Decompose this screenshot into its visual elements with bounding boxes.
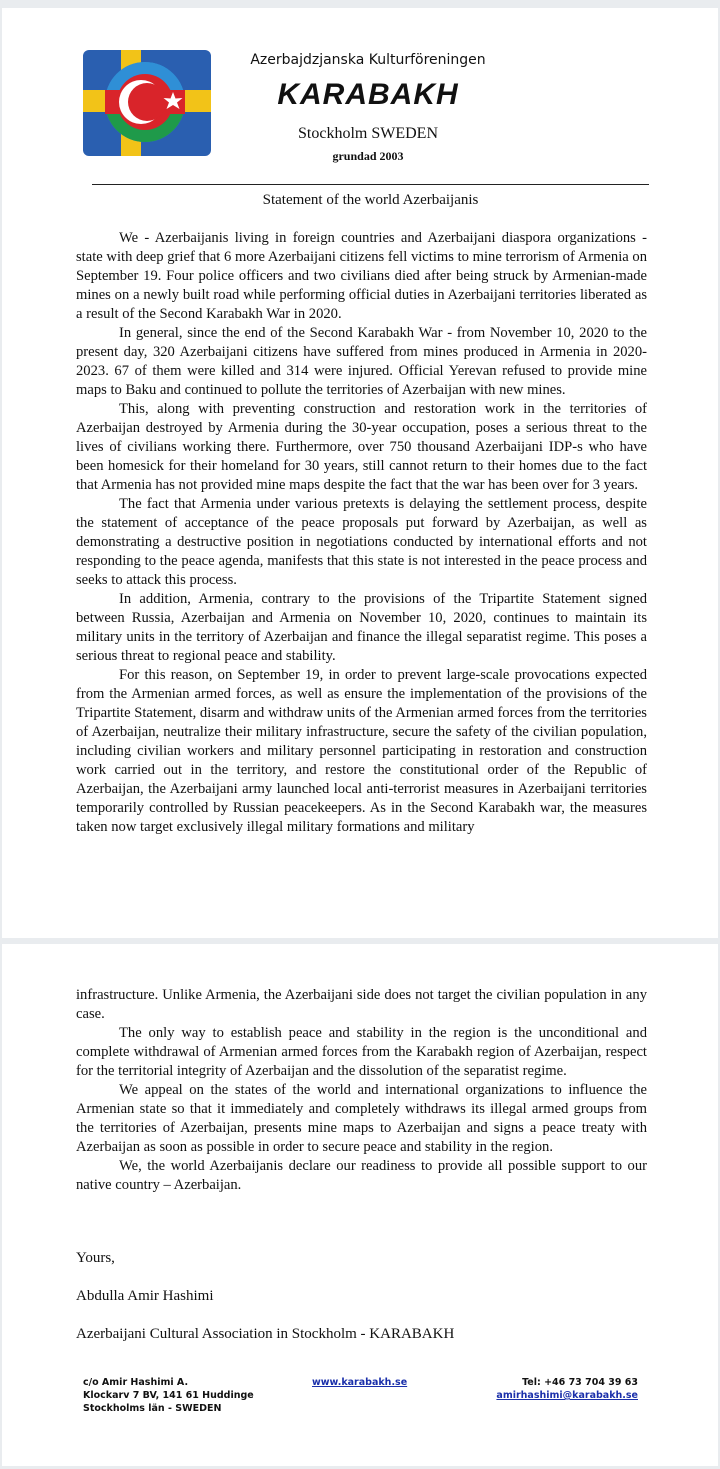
address-line: c/o Amir Hashimi A. [83, 1377, 189, 1388]
header-divider [92, 184, 649, 185]
closing-salutation: Yours, [76, 1250, 115, 1266]
footer-contact [496, 1376, 638, 1402]
paragraph: This, along with preventing construction and restoration work in the territories of Azerbaijan destroyed by Armenia during the 30-year occupation, poses a serious threat to the lives of civilians working there. Furthermore, over 750 thousand Azerbaijani IDP-s who have been homesick for their homeland for 30 years, still cannot return to their homes due to the fact that Armenia has not provided mine maps despite the fact that the war has been over for 3 years. [76, 401, 647, 493]
paragraph: We - Azerbaijanis living in foreign countries and Azerbaijani diaspora organizations - state with deep grief that 6 more Azerbaijani citizens fell victims to mine terrorism of Armenia on September 19. Four police officers and two civilians died after being struck by Armenian-made mines on a newly built road while performing official duties in Azerbaijani territories liberated as a result of the Second Karabakh War in 2020. [76, 230, 647, 322]
signatory-name: Abdulla Amir Hashimi [76, 1288, 214, 1304]
org-subtitle: Azerbajdzjanska Kulturföreningen [250, 52, 486, 68]
paragraph: We, the world Azerbaijanis declare our readiness to provide all possible support to our native country – Azerbaijan. [76, 1158, 647, 1193]
paragraph: For this reason, on September 19, in order to prevent large-scale provocations expected from the Armenian armed forces, as well as ensure the implementation of the provisions of the Tripartite Statement, disarm and withdraw units of the Armenian armed forces from the territories of Azerbaijan, neutralize their military infrastructure, secure the safety of the civilian population, including civilian workers and military personnel participating in restoration and construction work carried out in the territory, and restore the constitutional order of the Republic of Azerbaijan, the Azerbaijani army launched local anti-terrorist measures in Azerbaijani territories temporarily controlled by Russian peacekeepers. As in the Second Karabakh war, the measures taken now target exclusively illegal military formations and military [76, 667, 647, 835]
paragraph: The fact that Armenia under various pretexts is delaying the settlement process, despite the statement of acceptance of the peace proposals put forward by Azerbaijan, as well as demonstrating a destructive position in negotiations conducted by international efforts and not responding to the peace agenda, manifests that this state is not interested in the peace process and seeks to attack this process. [76, 496, 647, 588]
address-line: Klockarv 7 BV, 141 61 Huddinge [83, 1390, 254, 1401]
phone-number: Tel: +46 73 704 39 63 [522, 1377, 638, 1388]
email-link[interactable]: amirhashimi@karabakh.se [496, 1390, 638, 1401]
paragraph: We appeal on the states of the world and international organizations to influence the Armenian state so that it immediately and completely withdraws its illegal armed groups from the territories of Azerbaijan, presents mine maps to Azerbaijan and signs a peace treaty with Azerbaijan as soon as possible in order to secure peace and stability in the region. [76, 1082, 647, 1155]
address-line: Stockholms län - SWEDEN [83, 1403, 222, 1414]
statement-body-page-1 [76, 229, 647, 911]
paragraph: In general, since the end of the Second Karabakh War - from November 10, 2020 to the present day, 320 Azerbaijani citizens have suffered from mines produced in Armenia in 2020-2023. 67 of them were killed and 314 were injured. Official Yerevan refused to provide mine maps to Baku and continued to pollute the territories of Azerbaijan with new mines. [76, 325, 647, 398]
paragraph: In addition, Armenia, contrary to the provisions of the Tripartite Statement signed between Russia, Azerbaijan and Armenia on November 10, 2020, continues to maintain its military units in the territory of Azerbaijan and finance the illegal separatist regime. This poses a serious threat to regional peace and stability. [76, 591, 647, 664]
org-name: KARABAKH [277, 78, 459, 111]
org-city: Stockholm SWEDEN [298, 125, 438, 142]
statement-title: Statement of the world Azerbaijanis [262, 192, 479, 208]
org-founded: grundad 2003 [332, 149, 404, 163]
paragraph-continued: infrastructure. Unlike Armenia, the Azerbaijani side does not target the civilian population in any case. [76, 987, 647, 1022]
paragraph: The only way to establish peace and stability in the region is the unconditional and complete withdrawal of Armenian armed forces from the Karabakh region of Azerbaijan, respect for the territorial integrity of Azerbaijan and the dissolution of the separatist regime. [76, 1025, 647, 1079]
document-page-2 [2, 944, 718, 1466]
statement-body-page-2 [76, 986, 647, 1195]
footer-website [312, 1376, 407, 1389]
signatory-organization: Azerbaijani Cultural Association in Stockholm - KARABAKH [76, 1326, 455, 1342]
footer-address [83, 1376, 254, 1415]
website-link[interactable]: www.karabakh.se [312, 1377, 408, 1388]
azerbaijan-crescent-star-emblem-icon [83, 50, 211, 156]
document-page-1 [2, 8, 718, 938]
